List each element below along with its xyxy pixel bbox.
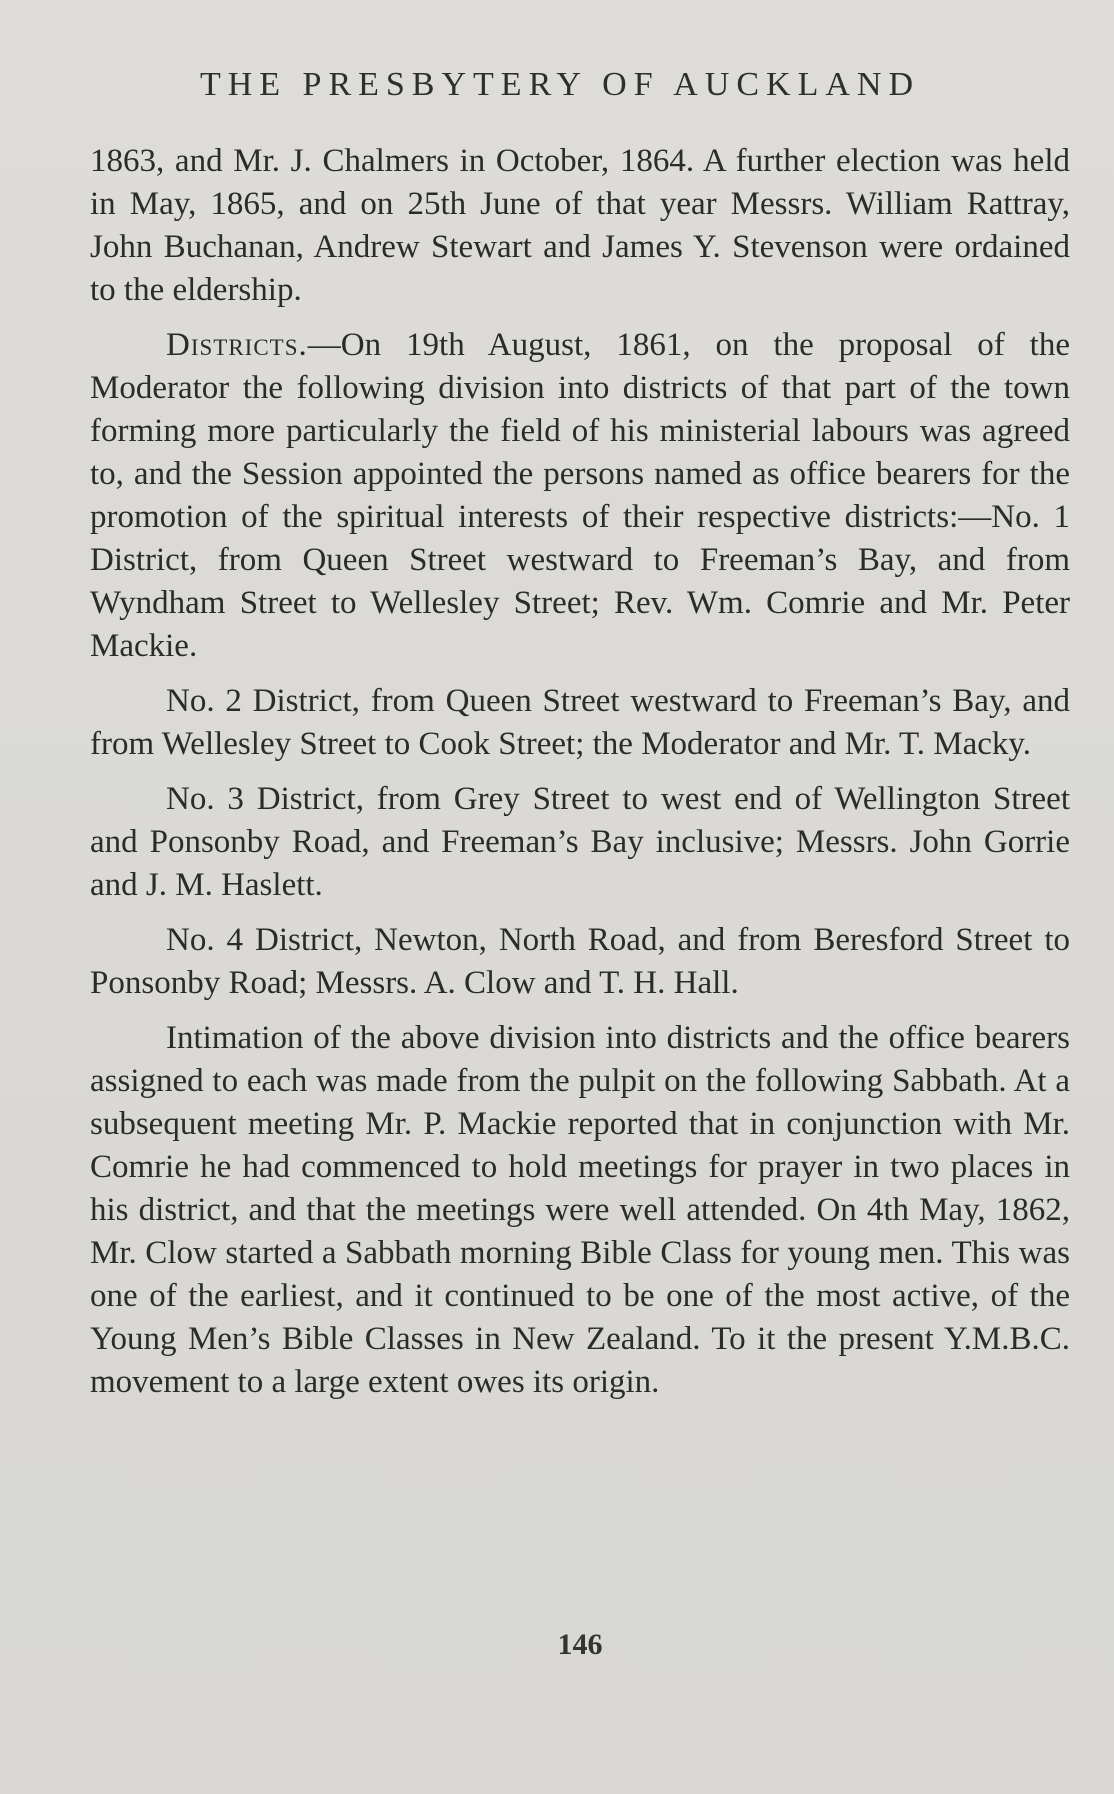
paragraph-districts-text: —On 19th August, 1861, on the proposal of the Moderator the following division into districts of that part of the town forming more particularly the field of his ministerial labours was agreed to, and the Session appointed the persons named as office bearers for the promotion of the spiritual interests of their respective districts:—No. 1 District, from Queen Street westward to Freeman’s Bay, and from Wyndham Street to Wellesley Street; Rev. Wm. Comrie and Mr. Peter Mackie. — [90, 327, 1070, 664]
paragraph-continuation: 1863, and Mr. J. Chalmers in October, 1864. A further election was held in May, 1865, and on 25th June of that year Messrs. William Rattray, John Buchanan, Andrew Stewart and James Y. Stevenson were ordained to the eldership. — [90, 143, 1070, 308]
page-number: 146 — [557, 1628, 603, 1661]
paragraph-districts — [90, 324, 1070, 668]
running-head: THE PRESBYTERY OF AUCKLAND — [199, 66, 921, 103]
paragraph-intimation: Intimation of the above division into districts and the office bearers assigned to each was made from the pulpit on the following Sabbath. At a subsequent meeting Mr. P. Mackie reported that in conjunction with Mr. Comrie he had commenced to hold meetings for prayer in two places in his district, and that the meetings were well attended. On 4th May, 1862, Mr. Clow started a Sabbath morning Bible Class for young men. This was one of the earliest, and it continued to be one of the most active, of the Young Men’s Bible Classes in New Zealand. To it the present Y.M.B.C. movement to a large extent owes its origin. — [90, 1020, 1070, 1400]
paragraph-district-4: No. 4 District, Newton, North Road, and from Beresford Street to Ponsonby Road; Messrs. A. Clow and T. H. Hall. — [90, 922, 1070, 1001]
section-lead-districts: Districts. — [166, 327, 308, 363]
body-text — [90, 140, 1070, 1416]
paragraph-district-2: No. 2 District, from Queen Street westward to Freeman’s Bay, and from Wellesley Street to Cook Street; the Moderator and Mr. T. Macky. — [90, 683, 1070, 762]
paragraph-district-3: No. 3 District, from Grey Street to west end of Wellington Street and Ponsonby Road, and Freeman’s Bay inclusive; Messrs. John Gorrie and J. M. Haslett. — [90, 781, 1070, 903]
